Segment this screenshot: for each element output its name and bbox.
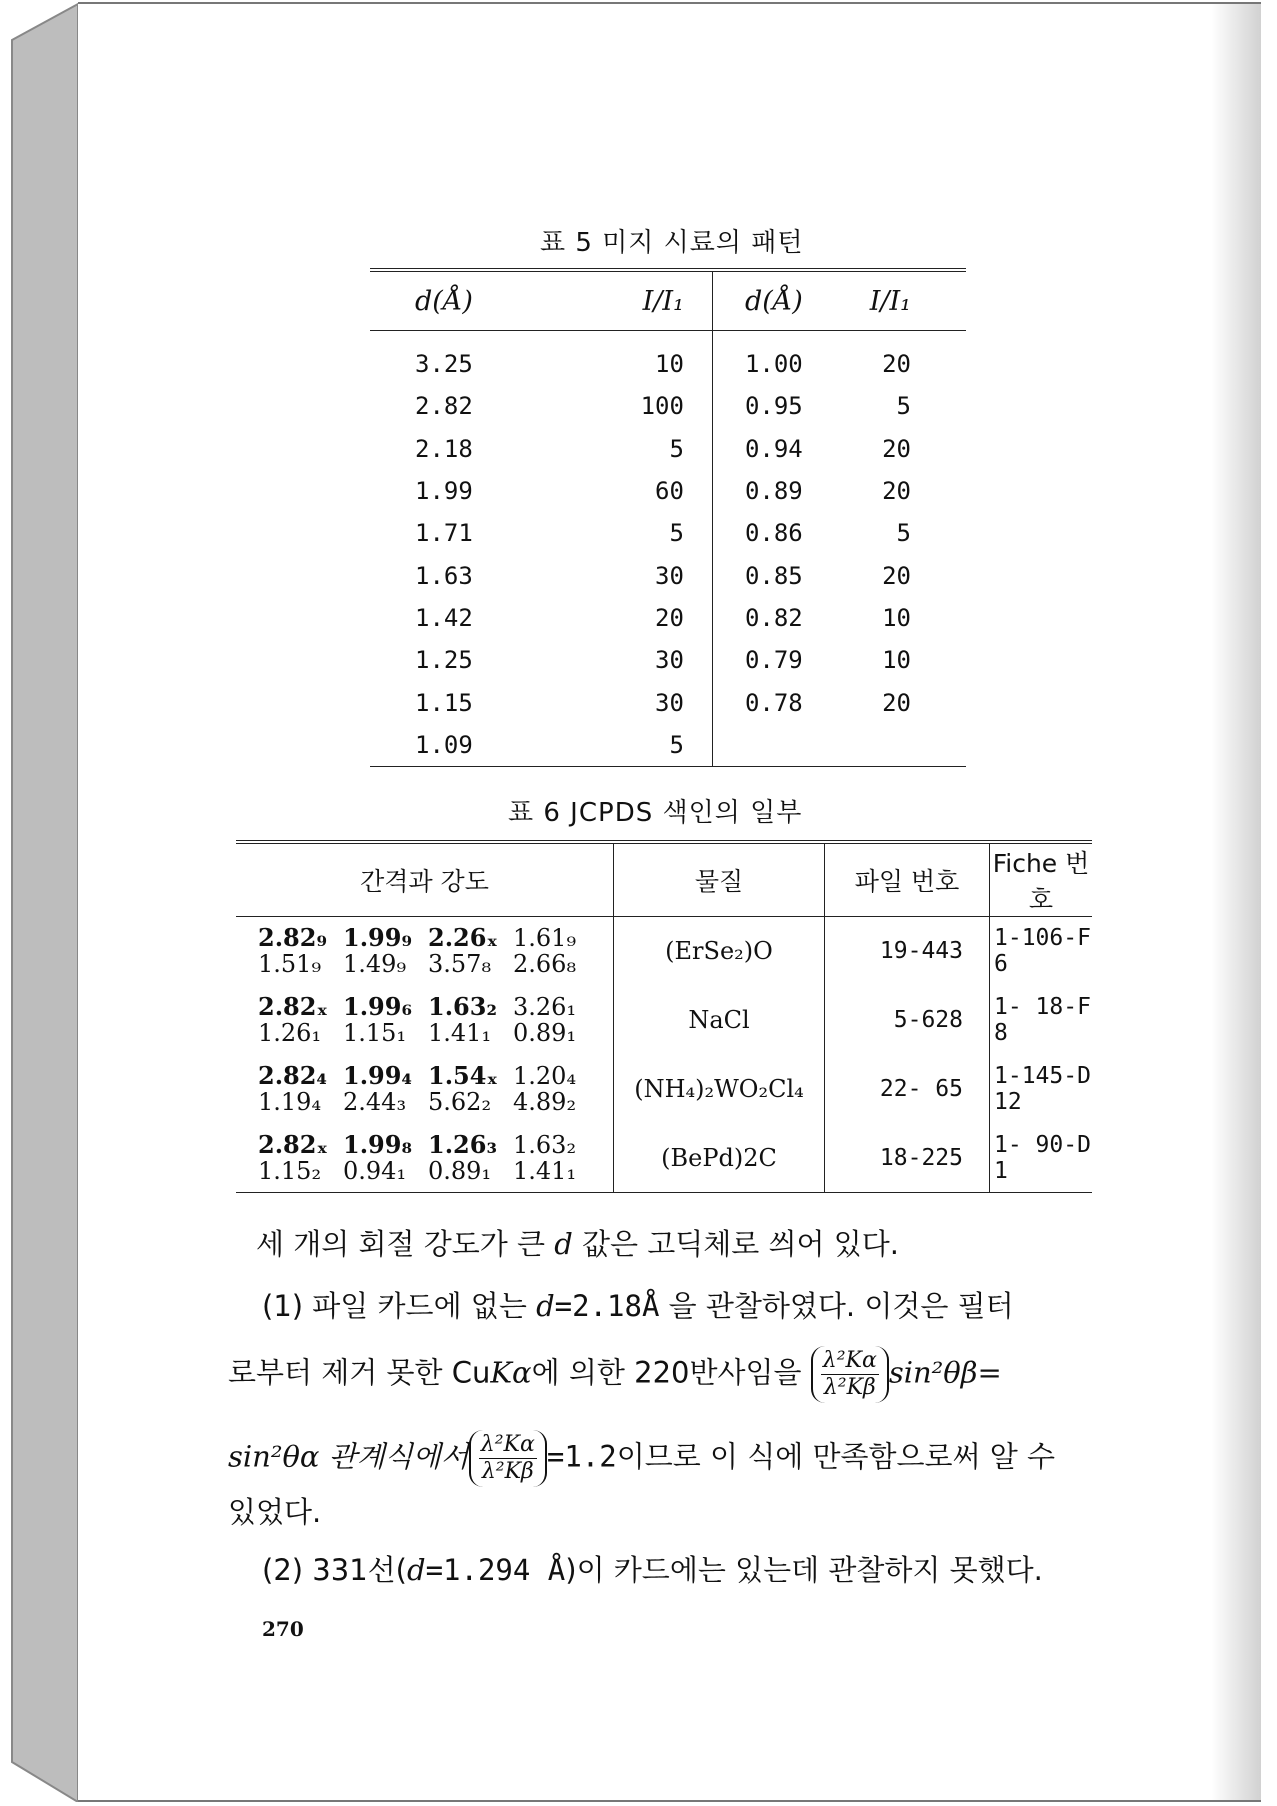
table5-cell: 1.71 — [415, 519, 473, 548]
table5-cell: 20 — [882, 477, 911, 506]
spacing-value: 1.20₄ — [513, 1062, 577, 1090]
spacing-value: 1.99₉ — [343, 923, 412, 953]
table5-cell: 10 — [882, 646, 911, 675]
table5-cell: 0.95 — [712, 385, 869, 427]
math-k-alpha: Kα — [490, 1355, 532, 1390]
material-cell: (NH₄)₂WO₂Cl₄ — [614, 1055, 825, 1124]
table5-row — [370, 554, 966, 596]
table5-cell: 5 — [669, 519, 684, 548]
spacing-value: 1.26₁ — [258, 1019, 322, 1047]
math-expression: sin²θα 관계식에서 — [228, 1439, 469, 1474]
table5-row — [370, 724, 966, 767]
fraction-denominator: λ²Kβ — [481, 1459, 534, 1484]
text: 이므로 이 식에 만족함으로써 알 수 — [616, 1439, 1055, 1474]
table5-header: d(Å) — [415, 285, 473, 317]
table5-cell: 1.42 — [415, 603, 473, 632]
table5-cell: 0.85 — [712, 554, 869, 596]
table5-row — [370, 385, 966, 427]
spacing-value: 0.94₁ — [343, 1156, 407, 1185]
spacing-value: 2.82₄ — [258, 1061, 327, 1090]
table5-header: I/I₁ — [642, 285, 684, 317]
table6-row — [236, 917, 1092, 986]
table5-cell: 3.25 — [415, 350, 473, 379]
body-line-3 — [228, 1346, 1002, 1403]
spacing-value: 2.66₈ — [513, 950, 577, 979]
spacing-intensity-cell — [236, 917, 614, 986]
fiche-number-cell: 1- 90-D 1 — [990, 1124, 1093, 1193]
fraction-numerator: λ²Kα — [480, 1432, 535, 1457]
text: (2) 331선( — [262, 1553, 407, 1587]
table6-header: 물질 — [614, 842, 825, 917]
table5-cell: 0.79 — [712, 639, 869, 681]
table5-cell: 0.86 — [712, 512, 869, 554]
table5-cell: 10 — [882, 603, 911, 632]
math-value: =2.18Å — [554, 1289, 660, 1323]
spacing-value: 0.89₁ — [428, 1156, 492, 1185]
table5-cell: 30 — [655, 646, 684, 675]
table5-cell: 1.25 — [415, 646, 473, 675]
table5-cell: 0.89 — [712, 470, 869, 512]
spacing-value: 3.57₈ — [428, 950, 492, 979]
table6-header: Fiche 번호 — [990, 842, 1093, 917]
table5-cell: 60 — [655, 477, 684, 506]
body-line-5: 있었다. — [228, 1495, 322, 1529]
table5-cell: 0.94 — [712, 428, 869, 470]
table5-cell: 20 — [655, 603, 684, 632]
spacing-value: 5.62₂ — [428, 1088, 492, 1116]
table5-cell: 100 — [640, 392, 684, 421]
math-value: =1.294 Å — [425, 1553, 566, 1587]
spacing-value: 2.82ₓ — [258, 1129, 328, 1159]
table5-cell: 2.18 — [415, 434, 473, 463]
body-line-4 — [228, 1430, 1055, 1487]
table5-cell: 20 — [882, 434, 911, 463]
file-number-cell: 22- 65 — [825, 1055, 990, 1124]
spacing-value: 2.82₉ — [258, 923, 327, 953]
spacing-value: 1.19₄ — [258, 1088, 322, 1116]
spacing-value: 3.26₁ — [513, 993, 577, 1021]
table5-cell: 1.15 — [415, 688, 473, 717]
spacing-value: 1.63₂ — [428, 992, 497, 1021]
table6-header: 간격과 강도 — [360, 867, 489, 896]
fraction-denominator: λ²Kβ — [823, 1375, 876, 1400]
spacing-value: 1.63₂ — [513, 1130, 577, 1159]
spacing-line — [258, 1020, 613, 1046]
text: (1) 파일 카드에 없는 — [262, 1289, 537, 1323]
spacing-line — [258, 951, 613, 977]
table5-row — [370, 639, 966, 681]
file-number-cell: 19-443 — [825, 917, 990, 986]
spacing-value: 1.15₂ — [258, 1156, 322, 1185]
table6-header-row — [236, 842, 1092, 917]
table5-cell: 5 — [896, 392, 911, 421]
text: 에 의한 220반사임을 — [531, 1355, 811, 1390]
table6-row — [236, 1124, 1092, 1193]
spacing-value: 1.41₁ — [428, 1019, 492, 1047]
table5-cell: 0.82 — [712, 597, 869, 639]
fiche-number-cell: 1- 18-F 8 — [990, 986, 1093, 1055]
table5-cell: 30 — [655, 561, 684, 590]
spacing-line — [258, 925, 613, 951]
spacing-value: 1.99₆ — [343, 992, 412, 1021]
table5-row — [370, 331, 966, 386]
table5-header-row — [370, 270, 966, 331]
table5-cell: 5 — [896, 519, 911, 548]
wavelength-ratio-fraction — [469, 1430, 547, 1487]
text: 세 개의 회절 강도가 큰 — [256, 1227, 555, 1261]
fraction-numerator: λ²Kα — [822, 1348, 877, 1373]
text: 값은 고딕체로 씌어 있다. — [572, 1227, 900, 1261]
table5-row — [370, 512, 966, 554]
table5-cell — [712, 724, 869, 767]
table5-cell: 1.63 — [415, 561, 473, 590]
table5-cell: 1.09 — [415, 730, 473, 759]
table5-cell: 20 — [882, 561, 911, 590]
spacing-value: 1.54ₓ — [428, 1061, 498, 1090]
table5-caption: 표 5 미지 시료의 패턴 — [540, 228, 804, 258]
spacing-line — [258, 1089, 613, 1115]
spacing-value: 1.99₄ — [343, 1061, 412, 1090]
book-spine-edge — [10, 2, 78, 1802]
page-shadow — [1211, 4, 1261, 1800]
math-d: d — [406, 1553, 426, 1587]
spacing-value: 0.89₁ — [513, 1019, 577, 1047]
table6-row — [236, 1055, 1092, 1124]
material-cell: (ErSe₂)O — [614, 917, 825, 986]
math-d: d — [554, 1227, 573, 1261]
table6-jcpds-index — [236, 840, 1092, 1193]
spacing-value: 2.26ₓ — [428, 923, 498, 953]
table5-unknown-pattern — [370, 268, 966, 767]
table5-cell: 20 — [882, 688, 911, 717]
table5-cell: 2.82 — [415, 392, 473, 421]
spacing-value: 4.89₂ — [513, 1088, 577, 1116]
table5-row — [370, 470, 966, 512]
spacing-line — [258, 994, 613, 1020]
table5-row — [370, 428, 966, 470]
wavelength-ratio-fraction — [811, 1346, 889, 1403]
table5-cell: 0.78 — [712, 681, 869, 723]
table6-header: 파일 번호 — [825, 842, 990, 917]
table5-row — [370, 597, 966, 639]
text: 로부터 제거 못한 Cu — [228, 1355, 491, 1390]
spacing-value: 1.61₉ — [513, 924, 577, 953]
table5-cell: 20 — [882, 350, 911, 379]
spacing-value: 1.49₉ — [343, 950, 407, 979]
spacing-value: 1.15₁ — [343, 1019, 407, 1047]
spacing-intensity-cell — [236, 986, 614, 1055]
body-line-2 — [262, 1284, 1014, 1325]
file-number-cell: 18-225 — [825, 1124, 990, 1193]
table5-cell: 5 — [669, 434, 684, 463]
body-line-6 — [262, 1548, 1043, 1589]
table6-caption: 표 6 JCPDS 색인의 일부 — [508, 798, 803, 828]
table5-cell: 1.99 — [415, 477, 473, 506]
table5-cell — [870, 724, 966, 767]
fiche-number-cell: 1-106-F 6 — [990, 917, 1093, 986]
math-value: =1.2 — [546, 1439, 617, 1474]
spacing-line — [258, 1158, 613, 1184]
spacing-value: 1.26₃ — [428, 1129, 497, 1159]
fiche-number-cell: 1-145-D 12 — [990, 1055, 1093, 1124]
text: )이 카드에는 있는데 관찰하지 못했다. — [565, 1553, 1043, 1587]
page-number: 270 — [262, 1617, 304, 1641]
spacing-value: 1.99₈ — [343, 1129, 412, 1159]
spacing-value: 1.51₉ — [258, 950, 322, 979]
spacing-line — [258, 1129, 613, 1159]
table5-cell: 5 — [669, 730, 684, 759]
body-line-1 — [256, 1222, 899, 1263]
spacing-intensity-cell — [236, 1055, 614, 1124]
table5-header: I/I₁ — [869, 285, 911, 317]
spacing-value: 2.82ₓ — [258, 992, 328, 1021]
math-d: d — [536, 1289, 555, 1323]
material-cell: (BePd)2C — [614, 1124, 825, 1193]
spacing-value: 1.41₁ — [513, 1156, 577, 1185]
table5-cell: 10 — [655, 350, 684, 379]
spacing-line — [258, 1063, 613, 1089]
table5-row — [370, 681, 966, 723]
math-expression: sin²θβ= — [888, 1355, 1002, 1390]
file-number-cell: 5-628 — [825, 986, 990, 1055]
spacing-value: 2.44₃ — [343, 1088, 407, 1116]
table5-header: d(Å) — [712, 270, 869, 331]
table5-cell: 30 — [655, 688, 684, 717]
text: 을 관찰하였다. 이것은 필터 — [659, 1289, 1014, 1323]
table6-row — [236, 986, 1092, 1055]
spacing-intensity-cell — [236, 1124, 614, 1193]
table5-cell: 1.00 — [712, 331, 869, 386]
material-cell: NaCl — [614, 986, 825, 1055]
